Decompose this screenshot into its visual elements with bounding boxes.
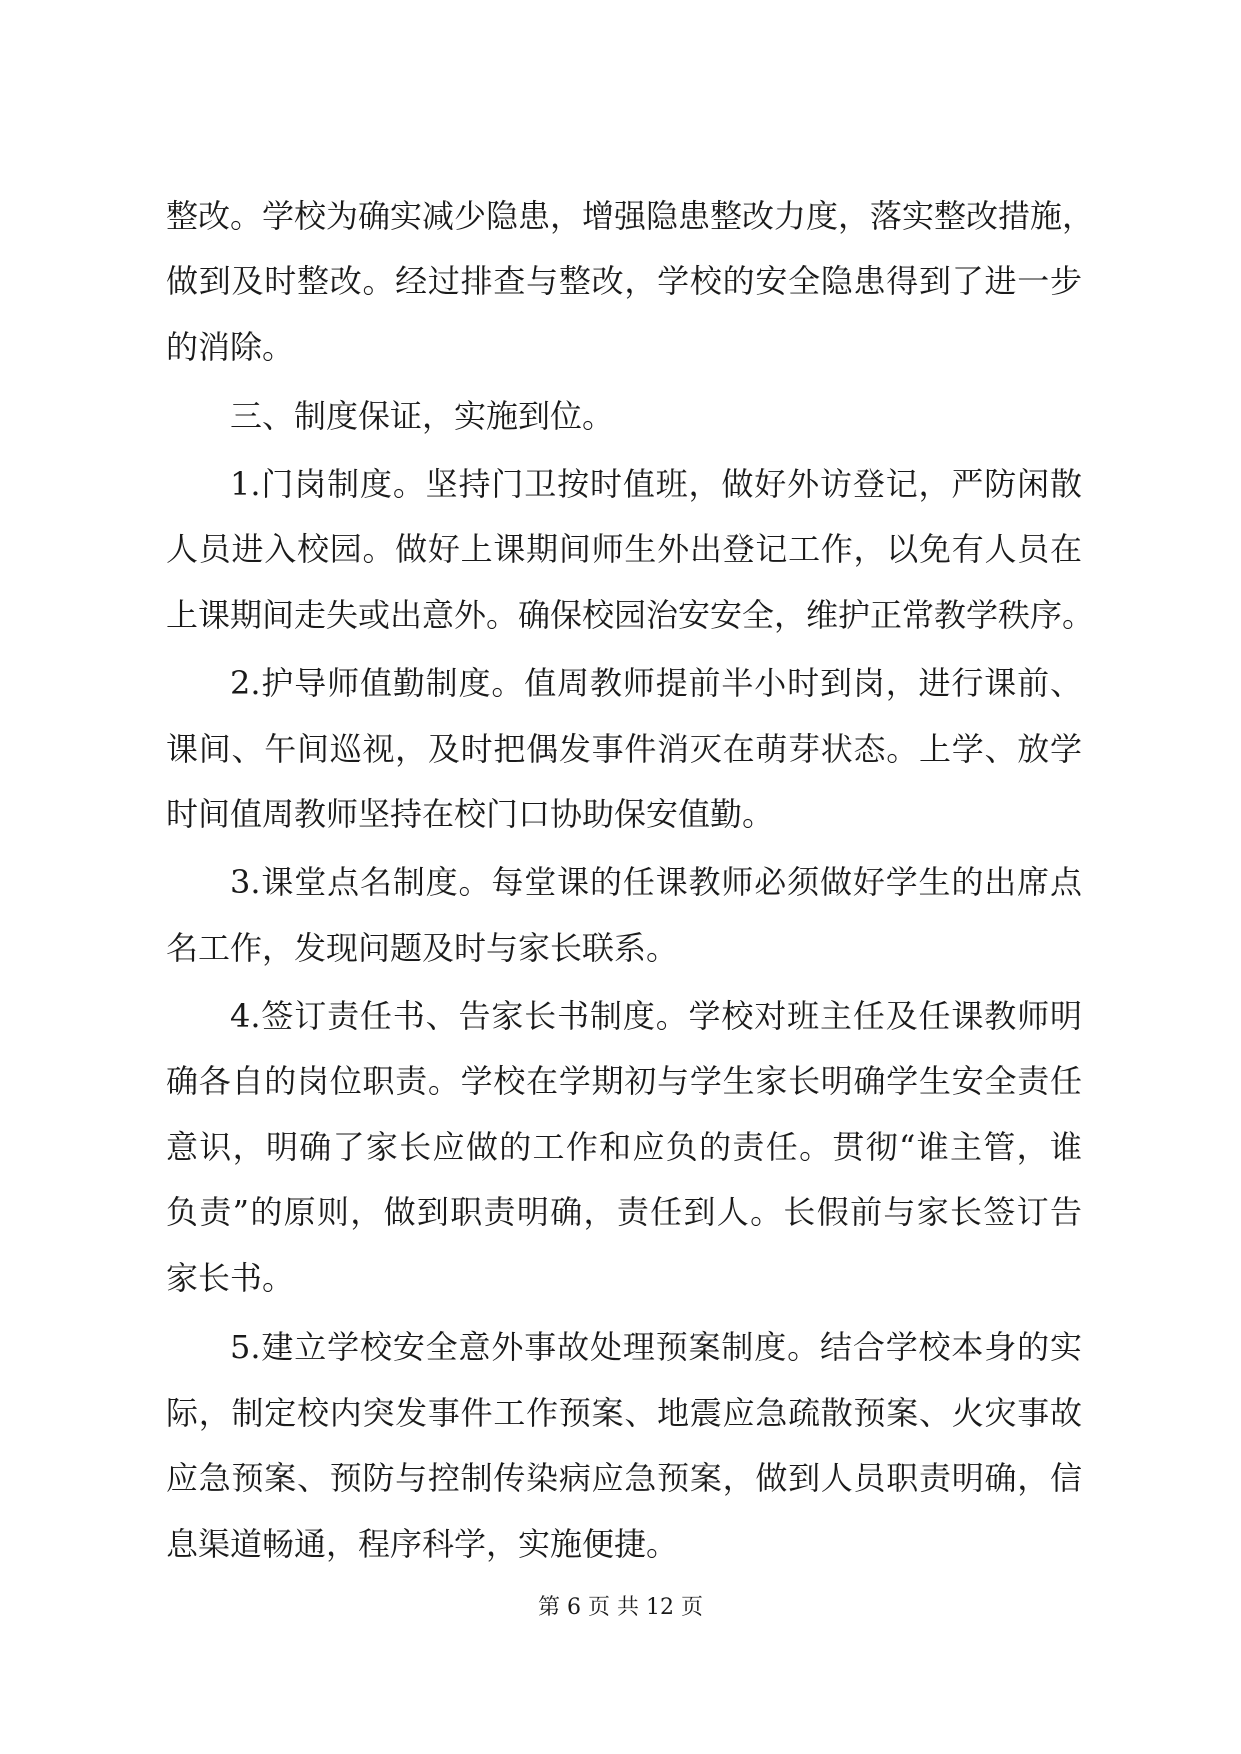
text-line: 家长书。 bbox=[166, 1259, 295, 1297]
page-number-footer: 第 6 页 共 12 页 bbox=[538, 1595, 703, 1620]
text-line: 的消除。 bbox=[166, 328, 295, 366]
text-line: 时间值周教师坚持在校门口协助保安值勤。 bbox=[166, 795, 775, 833]
text-line: 做到及时整改。经过排查与整改，学校的安全隐患得到了进一步 bbox=[166, 262, 1082, 300]
text-line: 意识，明确了家长应做的工作和应负的责任。贯彻“谁主管，谁 bbox=[166, 1128, 1082, 1166]
text-line: 名工作，发现问题及时与家长联系。 bbox=[166, 929, 679, 967]
text-line: 3.课堂点名制度。每堂课的任课教师必须做好学生的出席点 bbox=[230, 863, 1082, 901]
text-line: 课间、午间巡视，及时把偶发事件消灭在萌芽状态。上学、放学 bbox=[166, 730, 1082, 768]
text-line: 负责”的原则，做到职责明确，责任到人。长假前与家长签订告 bbox=[166, 1193, 1082, 1231]
text-line: 2.护导师值勤制度。值周教师提前半小时到岗，进行课前、 bbox=[230, 664, 1082, 702]
text-line: 应急预案、预防与控制传染病应急预案，做到人员职责明确，信 bbox=[166, 1459, 1082, 1497]
text-line: 人员进入校园。做好上课期间师生外出登记工作，以免有人员在 bbox=[166, 530, 1082, 568]
text-line: 际，制定校内突发事件工作预案、地震应急疏散预案、火灾事故 bbox=[166, 1394, 1082, 1432]
text-line: 整改。学校为确实减少隐患，增强隐患整改力度，落实整改措施， bbox=[166, 197, 1095, 235]
text-line: 5.建立学校安全意外事故处理预案制度。结合学校本身的实 bbox=[230, 1328, 1082, 1366]
text-line: 1.门岗制度。坚持门卫按时值班，做好外访登记，严防闲散 bbox=[230, 465, 1082, 503]
text-line: 确各自的岗位职责。学校在学期初与学生家长明确学生安全责任 bbox=[166, 1062, 1082, 1100]
text-line: 4.签订责任书、告家长书制度。学校对班主任及任课教师明 bbox=[230, 997, 1082, 1035]
text-line: 上课期间走失或出意外。确保校园治安安全，维护正常教学秩序。 bbox=[166, 596, 1095, 634]
section-heading: 三、制度保证，实施到位。 bbox=[230, 397, 615, 435]
text-line: 息渠道畅通，程序科学，实施便捷。 bbox=[166, 1525, 679, 1563]
